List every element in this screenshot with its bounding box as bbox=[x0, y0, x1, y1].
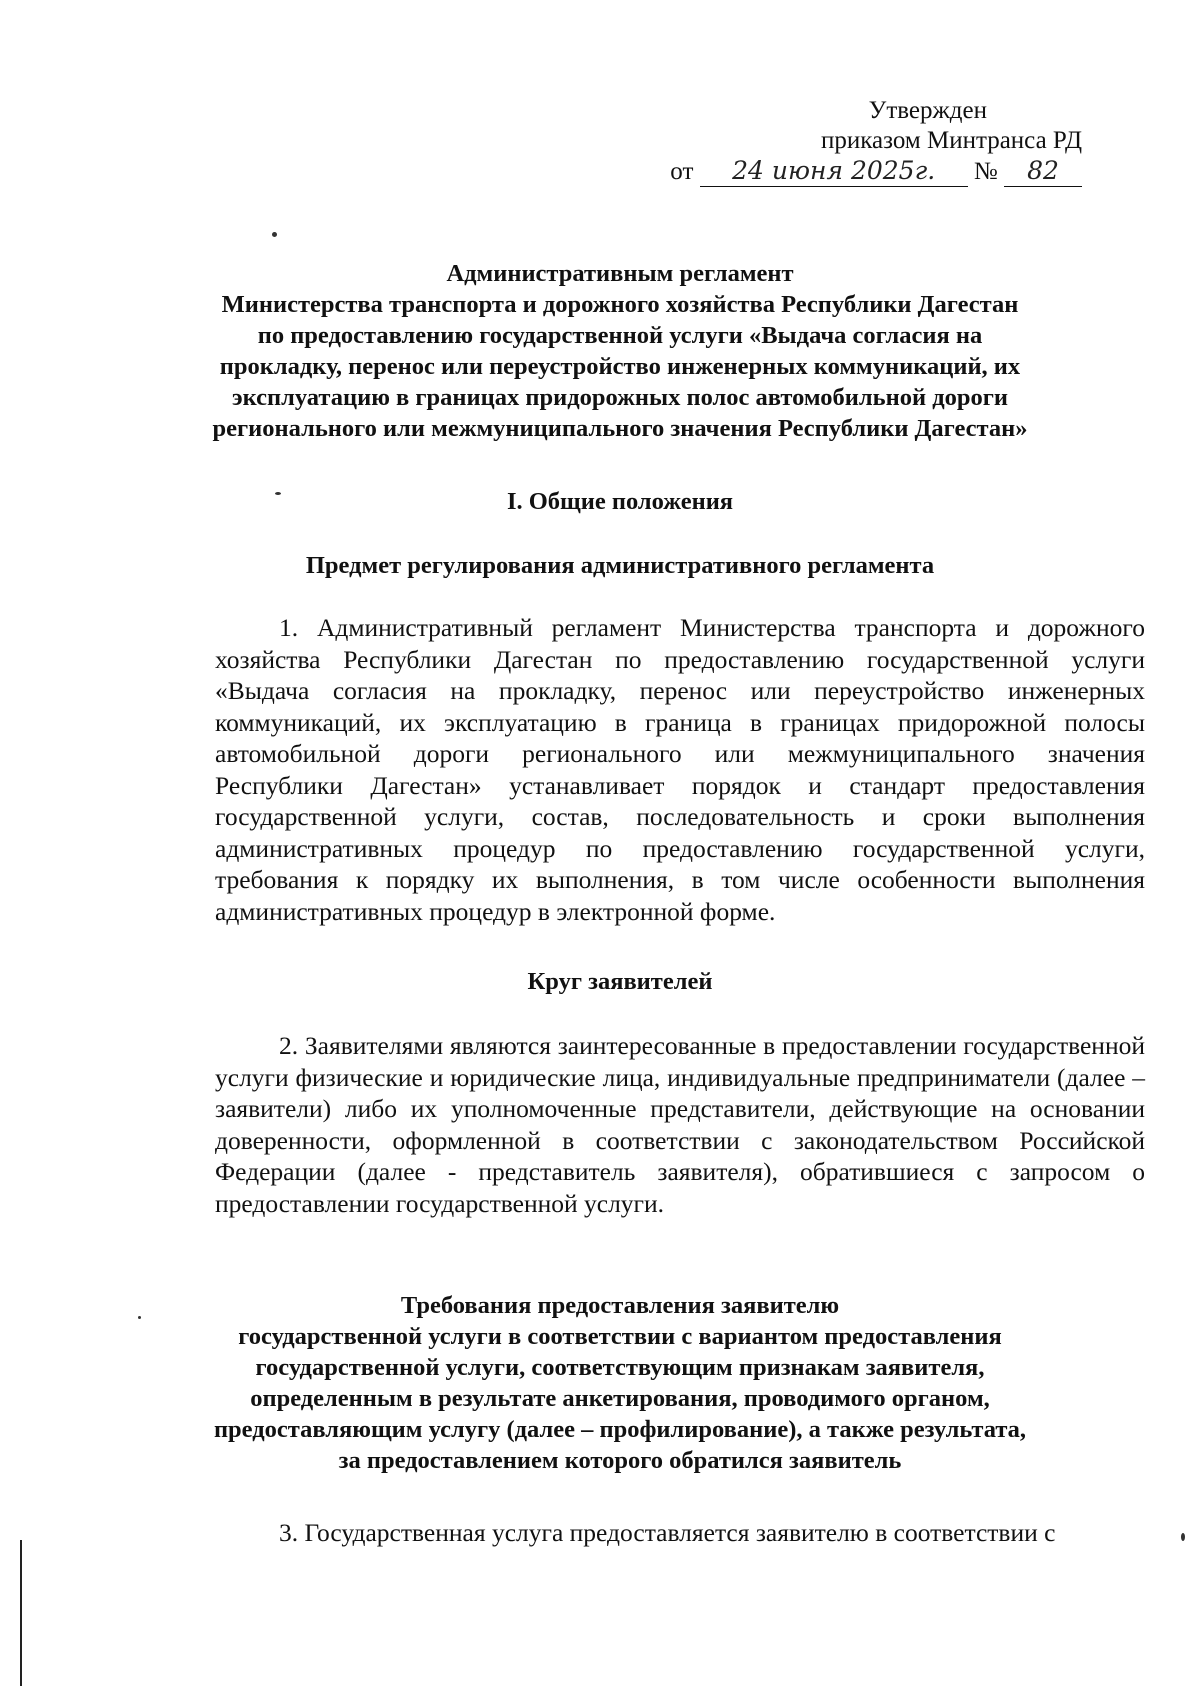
title-line: регионального или межмуниципального значения Республики Дагестан» bbox=[212, 415, 1028, 442]
title-line: прокладку, перенос или переустройство инженерных коммуникаций, их bbox=[219, 353, 1021, 380]
approval-line-approved: Утвержден bbox=[868, 97, 987, 124]
heading-line: государственной услуги, соответствующим признакам заявителя, bbox=[255, 1354, 985, 1381]
paragraph-1: 1. Административный регламент Министерства транспорта и дорожного хозяйства Республики Дагестан по предоставлению государственной услуги «Выдача согласия на прокладку, перенос или переустройство инженерных коммуникаций, их эксплуатацию в границa в границах придорожной полосы автомобильной дороги регионального или межмуниципального значения Республики Дагестан» устанавливает порядок и стандарт предоставления государственной услуги, состав, последовательность и сроки выполнения административных процедур по предоставлению государственной услуги, требования к порядку их выполнения, в том числе особенности выполнения административных процедур в электронной форме. bbox=[215, 613, 1145, 926]
title-line: Административным регламент bbox=[446, 260, 794, 287]
heading-line: определенным в результате анкетирования, проводимого органом, bbox=[250, 1385, 990, 1412]
title-line: Министерства транспорта и дорожного хозяйства Республики Дагестан bbox=[221, 291, 1019, 318]
document-title bbox=[190, 258, 1050, 444]
heading-line: Требования предоставления заявителю bbox=[400, 1292, 840, 1319]
approval-date-row bbox=[662, 156, 1082, 187]
heading-line: за предоставлением которого обратился заявитель bbox=[338, 1447, 902, 1474]
approval-stamp-block bbox=[662, 96, 1082, 187]
scan-speck bbox=[275, 492, 281, 495]
title-line: по предоставлению государственной услуги «Выдача согласия на bbox=[257, 322, 983, 349]
heading-line: предоставляющим услугу (далее – профилирование), а также результата, bbox=[213, 1416, 1027, 1443]
approval-line-order: приказом Минтранса РД bbox=[821, 127, 1082, 154]
handwritten-number: 82 bbox=[1004, 156, 1082, 187]
subsection-heading-subject: Предмет регулирования административного регламента bbox=[305, 552, 935, 579]
scan-speck bbox=[1181, 1533, 1185, 1541]
subsection-heading-applicants: Круг заявителей bbox=[527, 968, 713, 995]
number-prefix: № bbox=[973, 158, 998, 185]
scan-margin-line bbox=[20, 1540, 22, 1686]
handwritten-date: 24 июня 2025г. bbox=[700, 156, 968, 187]
title-line: эксплуатацию в границах придорожных полос автомобильной дороги bbox=[232, 384, 1008, 411]
heading-line: государственной услуги в соответствии с вариантом предоставления bbox=[238, 1323, 1002, 1350]
subsection-heading-requirements bbox=[190, 1290, 1050, 1476]
scan-speck bbox=[272, 232, 277, 237]
scan-speck bbox=[138, 1316, 141, 1319]
section-heading-general: I. Общие положения bbox=[506, 488, 734, 515]
paragraph-2: 2. Заявителями являются заинтересованные в предоставлении государственной услуги физические и юридические лица, индивидуальные предприниматели (далее – заявители) либо их уполномоченные представители, действующие на основании доверенности, оформленной в соответствии с законодательством Российской Федерации (далее - представитель заявителя), обратившиеся с запросом о предоставлении государственной услуги. bbox=[215, 1031, 1145, 1218]
date-prefix: от bbox=[670, 158, 694, 185]
paragraph-3: 3. Государственная услуга предоставляется заявителю в соответствии с bbox=[279, 1518, 1056, 1547]
